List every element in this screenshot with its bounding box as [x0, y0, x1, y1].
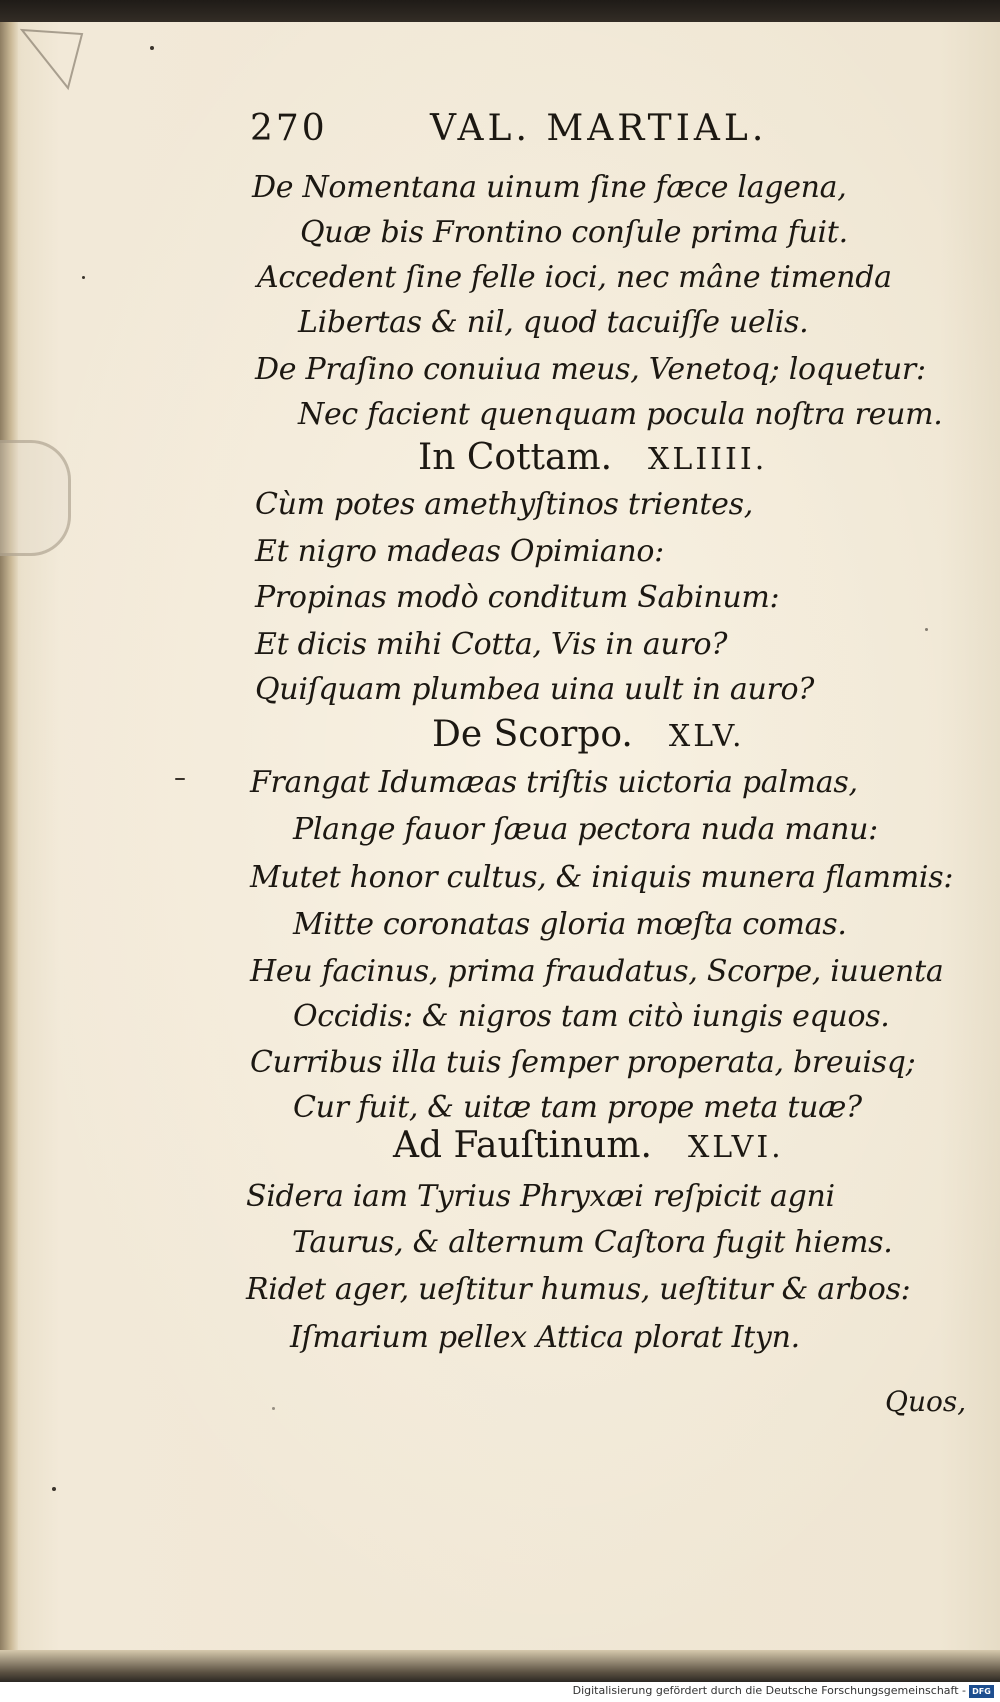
epigram-number: XLVI.	[687, 1130, 784, 1165]
verse-line: Plange fauor ſæua pectora nuda manu:	[293, 812, 878, 847]
verse-line: Taurus, & alternum Caſtora fugit hiems.	[292, 1225, 893, 1260]
verse-line: Ridet ager, ueſtitur humus, ueſtitur & arbos:	[246, 1272, 911, 1307]
verse-line: Sidera iam Tyrius Phryxæi reſpicit agni	[246, 1179, 835, 1214]
verse-line: Frangat Idumæas triſtis uictoria palmas,	[250, 765, 858, 800]
ink-speck	[175, 778, 185, 780]
verse-line: De Nomentana uinum ſine fæce lagena,	[252, 170, 847, 205]
ink-speck	[925, 628, 928, 631]
verse-line: Cur fuit, & uitæ tam prope meta tuæ?	[293, 1090, 862, 1125]
ink-speck	[52, 1487, 56, 1491]
dfg-logo: DFG	[969, 1685, 994, 1698]
running-head	[250, 108, 830, 154]
verse-line: Iſmarium pellex Attica plorat Ityn.	[290, 1320, 800, 1355]
epigram-heading	[393, 1124, 784, 1170]
epigram-number: XLV.	[668, 719, 745, 754]
verse-line: Curribus illa tuis ſemper properata, breuisq;	[250, 1045, 916, 1080]
verse-line: Heu facinus, prima fraudatus, Scorpe, iuuenta	[250, 954, 944, 989]
epigram-title: Ad Fauſtinum.	[393, 1125, 652, 1166]
verse-line: Libertas & nil, quod tacuiſſe uelis.	[298, 305, 809, 340]
verse-line: De Praſino conuiua meus, Venetoq; loquetur:	[255, 352, 926, 387]
page-number: 270	[250, 108, 328, 149]
verse-line: Et dicis mihi Cotta, Vis in auro?	[255, 627, 728, 662]
verse-line: Mitte coronatas gloria mœſta comas.	[293, 907, 847, 942]
ink-speck	[150, 46, 154, 50]
running-head-title: VAL. MARTIAL.	[430, 108, 768, 149]
verse-line: Nec facient quenquam pocula noſtra reum.	[298, 397, 943, 432]
epigram-title: In Cottam.	[418, 437, 613, 478]
funding-notice: Digitalisierung gefördert durch die Deutsche Forschungsgemeinschaft -	[572, 1684, 966, 1697]
epigram-title: De Scorpo.	[432, 714, 633, 755]
catchword: Quos,	[885, 1385, 967, 1418]
verse-line: Propinas modò conditum Sabinum:	[255, 580, 780, 615]
epigram-number: XLIIII.	[648, 442, 768, 477]
verse-line: Accedent ſine felle ioci, nec mâne timenda	[257, 260, 892, 295]
digitization-footer	[0, 1682, 1000, 1702]
verse-line: Mutet honor cultus, & iniquis munera flammis:	[250, 860, 954, 895]
ink-speck	[272, 1407, 275, 1410]
verse-line: Occidis: & nigros tam citò iungis equos.	[293, 999, 890, 1034]
epigram-heading	[432, 713, 745, 759]
verse-line: Quæ bis Frontino conſule prima fuit.	[300, 215, 848, 250]
epigram-heading	[418, 436, 767, 482]
verse-line: Quiſquam plumbea uina uult in auro?	[255, 672, 815, 707]
verse-line: Cùm potes amethyſtinos trientes,	[255, 487, 753, 522]
verse-line: Et nigro madeas Opimiano:	[255, 534, 664, 569]
ink-speck	[82, 276, 85, 279]
